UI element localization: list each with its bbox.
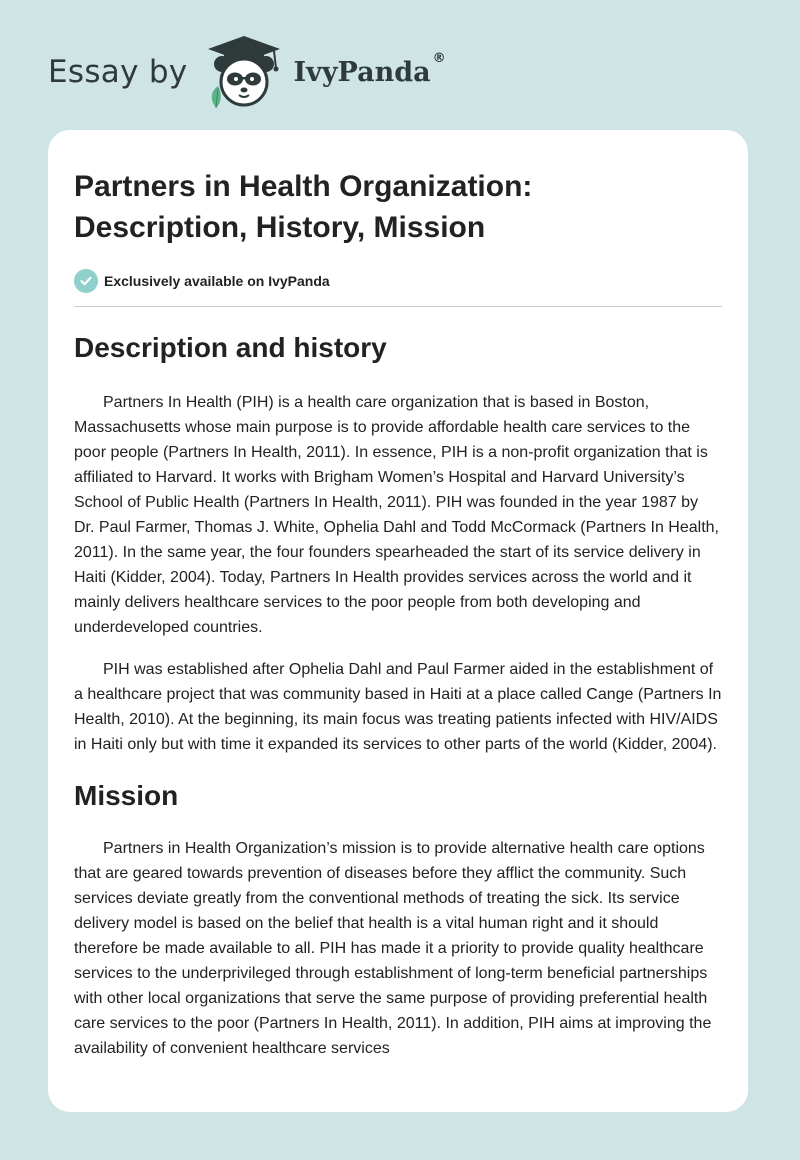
exclusive-badge — [74, 268, 722, 294]
divider — [74, 306, 722, 307]
brand-name-text: IvyPanda — [293, 56, 431, 88]
section-heading-description-history: Description and history — [74, 332, 387, 363]
title-line-2: Description, History, Mission — [74, 211, 486, 244]
paragraph: Partners In Health (PIH) is a health care organization that is based in Boston, Massachusetts whose main purpose is to provide affordable health care services to the poor people (Partners In Health, 2011). In essence, PIH is a non-profit organization that is affiliated to Harvard. It works with Brigham Women’s Hospital and Harvard University’s School of Public Health (Partners In Health, 2011). PIH was founded in the year 1987 by Dr. Paul Farmer, Thomas J. White, Ophelia Dahl and Todd McCormack (Partners In Health, 2011). In the same year, the four founders spearheaded the start of its service delivery in Haiti (Kidder, 2004). Today, Partners In Health provides services across the world and it mainly delivers healthcare services to the poor people from both developing and underdeveloped countries. — [74, 394, 719, 636]
section-heading-mission: Mission — [74, 780, 179, 811]
badge-text: Exclusively available on IvyPanda — [104, 273, 330, 289]
essay-card — [48, 130, 748, 1112]
paragraph: Partners in Health Organization’s mission is to provide alternative health care options that are geared towards prevention of diseases before they afflict the community. Such services deviate greatly from the conventional methods of treating the sick. Its service delivery model is based on the belief that health is a vital human right and it should therefore be made available to all. PIH has made it a priority to provide quality healthcare services to the underprivileged through establishment of long-term beneficial partnerships with other local organizations that serve the same purpose of providing preferential health care services to the poor (Partners In Health, 2011). In addition, PIH aims at improving the availability of convenient healthcare services — [74, 840, 712, 1057]
panda-graduate-logo-icon — [198, 34, 290, 110]
paragraph: PIH was established after Ophelia Dahl and Paul Farmer aided in the establishment of a healthcare project that was community based in Haiti at a place called Cange (Partners In Health, 2010). At the beginning, its main focus was treating patients infected with HIV/AIDS in Haiti only but with time it expanded its services to other parts of the world (Kidder, 2004). — [74, 661, 722, 753]
title-line-1: Partners in Health Organization: — [74, 170, 533, 203]
check-circle-icon — [74, 269, 98, 293]
page-title — [74, 166, 722, 248]
brand-name — [293, 50, 446, 88]
brand-header[interactable] — [48, 34, 446, 110]
registered-mark: ® — [432, 50, 446, 66]
brand-prefix: Essay by — [48, 54, 188, 90]
